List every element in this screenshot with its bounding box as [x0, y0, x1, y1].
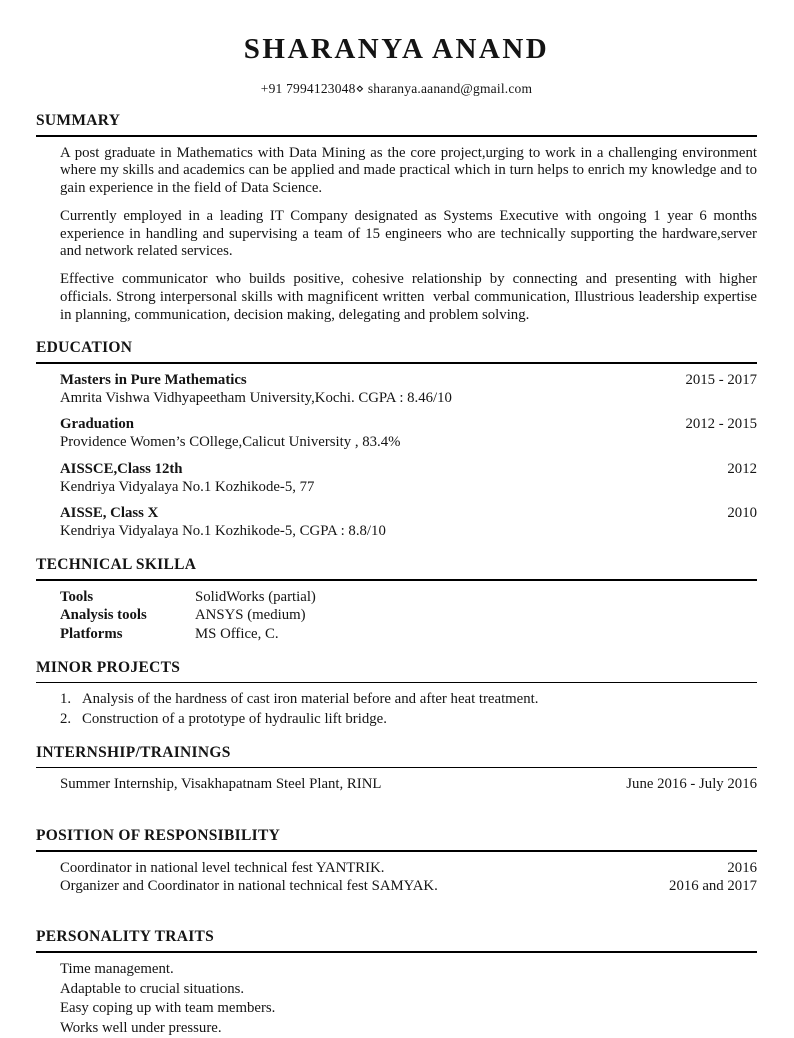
section-positions: [36, 827, 757, 895]
education-entry-header: [60, 416, 757, 434]
section-summary: [36, 112, 757, 324]
section-personality-traits: [36, 928, 757, 1038]
degree-detail: Providence Women’s COllege,Calicut University , 83.4%: [60, 434, 401, 451]
section-minor-projects: [36, 659, 757, 729]
section-rule: [36, 850, 757, 852]
education-body: [36, 372, 757, 541]
skill-category: Tools: [60, 588, 94, 605]
summary-body: [36, 145, 757, 325]
section-technical-skills: [36, 556, 757, 644]
trait-item: Time management.: [60, 960, 174, 977]
education-entry: [60, 416, 757, 452]
section-title-technical-skills: TECHNICAL SKILLA: [36, 555, 197, 573]
skills-row: [60, 589, 757, 607]
skills-body: [36, 589, 757, 644]
section-title-summary: SUMMARY: [36, 112, 121, 129]
degree-name: AISSCE,Class 12th: [60, 460, 183, 477]
email-address: sharanya.aanand@gmail.com: [367, 81, 533, 96]
summary-paragraph: Effective communicator who builds positive, cohesive relationship by connecting and presenting with higher officials. Strong interpersonal skills with magnificent written verbal communication, Illustrious leadership expertise in planning, communication, decision making, delegating and problem solving.: [60, 271, 757, 323]
position-dates: 2016: [727, 859, 757, 876]
position-dates: 2016 and 2017: [669, 877, 757, 894]
skills-row: [60, 626, 757, 644]
project-text: Analysis of the hardness of cast iron material before and after heat treatment.: [82, 691, 539, 708]
section-rule: [36, 135, 757, 137]
project-number: 2.: [60, 711, 72, 728]
degree-dates: 2010: [727, 505, 757, 522]
education-entry: [60, 372, 757, 408]
section-title-education: EDUCATION: [36, 339, 133, 357]
trait-item: Works well under pressure.: [60, 1020, 222, 1037]
skill-value: ANSYS (medium): [195, 607, 306, 624]
skill-value: SolidWorks (partial): [195, 588, 316, 605]
degree-detail: Amrita Vishwa Vidhyapeetham University,Kochi. CGPA : 8.46/10: [60, 389, 452, 406]
summary-paragraph: Currently employed in a leading IT Company designated as Systems Executive with ongoing 1 year 6 months experience in handling and supervising a team of 15 engineers who are technically supporting the hardware,server and network related services.: [60, 207, 757, 260]
project-number: 1.: [60, 691, 72, 708]
section-title-personality-traits: PERSONALITY TRAITS: [36, 928, 215, 946]
internship-text: Summer Internship, Visakhapatnam Steel Plant, RINL: [60, 776, 382, 793]
degree-dates: 2012 - 2015: [685, 416, 757, 433]
education-entry: [60, 505, 757, 541]
degree-name: Masters in Pure Mathematics: [60, 371, 247, 388]
diamond-separator-icon: ⋄: [355, 81, 365, 96]
degree-name: Graduation: [60, 416, 134, 433]
section-title-minor-projects: MINOR PROJECTS: [36, 658, 181, 676]
degree-name: AISSE, Class X: [60, 505, 159, 522]
project-item: [60, 711, 757, 729]
project-text: Construction of a prototype of hydraulic lift bridge.: [82, 711, 387, 728]
education-entry-header: [60, 461, 757, 479]
section-rule: [36, 767, 757, 769]
project-item: [60, 691, 757, 709]
traits-body: [36, 961, 757, 1038]
section-title-positions: POSITION OF RESPONSIBILITY: [36, 827, 281, 845]
position-text: Organizer and Coordinator in national technical fest SAMYAK.: [60, 877, 438, 894]
position-entry: [60, 860, 757, 878]
internship-entry: [60, 776, 757, 794]
education-entry-header: [60, 372, 757, 390]
trait-item: Easy coping up with team members.: [60, 1000, 276, 1017]
summary-paragraph: A post graduate in Mathematics with Data Mining as the core project,urging to work in a challenging environment where my skills and academics can be applied and made practical which in turn helps to enrich my knowledge and to gain experience in the field of Data Science.: [60, 144, 757, 197]
skill-value: MS Office, C.: [195, 626, 279, 643]
section-rule: [36, 682, 757, 684]
degree-detail: Kendriya Vidyalaya No.1 Kozhikode-5, 77: [60, 478, 315, 495]
skill-category: Platforms: [60, 626, 123, 643]
internship-dates: June 2016 - July 2016: [626, 776, 757, 793]
education-entry: [60, 461, 757, 497]
degree-dates: 2012: [727, 460, 757, 477]
person-name: SHARANYA ANAND: [243, 33, 550, 65]
education-entry-header: [60, 505, 757, 523]
position-entry: [60, 878, 757, 896]
position-text: Coordinator in national level technical fest YANTRIK.: [60, 859, 385, 876]
phone-number: +91 7994123048: [260, 81, 356, 96]
degree-detail: Kendriya Vidyalaya No.1 Kozhikode-5, CGPA : 8.8/10: [60, 523, 386, 540]
positions-body: [36, 860, 757, 896]
section-education: [36, 339, 757, 541]
section-rule: [36, 579, 757, 581]
internship-body: [36, 776, 757, 794]
skill-category: Analysis tools: [60, 607, 147, 624]
section-internship: [36, 744, 757, 794]
projects-body: [36, 691, 757, 729]
section-rule: [36, 362, 757, 364]
trait-item: Adaptable to crucial situations.: [60, 980, 245, 997]
section-title-internship: INTERNSHIP/TRAININGS: [36, 743, 231, 761]
section-rule: [36, 951, 757, 953]
contact-line: [36, 81, 757, 97]
degree-dates: 2015 - 2017: [685, 371, 757, 388]
skills-row: [60, 607, 757, 625]
